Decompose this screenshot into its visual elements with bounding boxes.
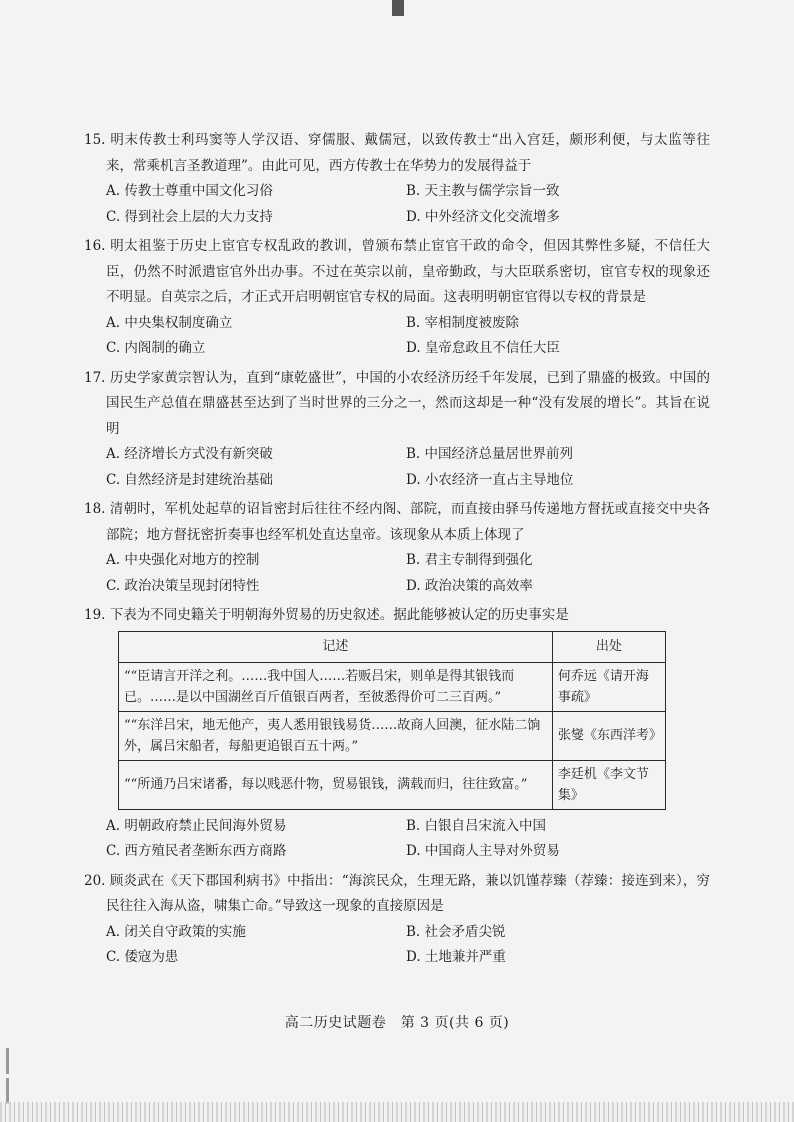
option-b: B. 君主专制得到强化 <box>406 552 533 568</box>
table-cell-record: ““所通乃吕宋诸番，每以贱恶什物，贸易银钱，满载而归，往往致富。” <box>119 760 553 809</box>
option-c: C. 自然经济是封建统治基础 <box>106 471 273 488</box>
option-a: A. 闭关自守政策的实施 <box>106 923 246 940</box>
scan-artifact <box>0 1102 794 1122</box>
question-17 <box>84 366 710 494</box>
question-stem: 20. 顾炎武在《天下郡国利病书》中指出：“海滨民众，生理无路，兼以饥馑荐臻（荐臻：接连到来），穷民往往入海从盗，啸集亡命。”导致这一现象的直接原因是 <box>84 872 710 914</box>
option-d: D. 土地兼并严重 <box>406 949 506 965</box>
option-b: B. 白银自吕宋流入中国 <box>406 817 547 834</box>
option-a: A. 经济增长方式没有新突破 <box>106 446 273 462</box>
options <box>84 311 710 362</box>
option-a: A. 中央集权制度确立 <box>106 314 233 331</box>
option-d: D. 小农经济一直占主导地位 <box>406 471 574 488</box>
options <box>84 548 710 599</box>
option-c: C. 倭寇为患 <box>106 949 179 965</box>
option-c: C. 得到社会上层的大力支持 <box>106 208 273 225</box>
scan-artifact <box>6 1078 9 1104</box>
table-header-source: 出处 <box>552 631 665 662</box>
option-c: C. 政治决策呈现封闭特性 <box>106 577 260 594</box>
table-cell-source: 张燮《东西洋考》 <box>552 711 665 760</box>
option-d: D. 政治决策的高效率 <box>406 577 533 594</box>
question-18 <box>84 497 710 599</box>
table-row <box>119 711 666 760</box>
options <box>84 920 710 971</box>
option-d: D. 中国商人主导对外贸易 <box>406 843 560 859</box>
table-row <box>119 662 666 711</box>
question-stem: 16. 明太祖鉴于历史上宦官专权乱政的教训，曾颁布禁止宦官干政的命令，但因其弊性多疑，不信任大臣，仍然不时派遣宦官外出办事。不过在英宗以前，皇帝勤政，与大臣联系密切，宦官专权的现象还不明显。自英宗之后，才正式开启明朝宦官专权的局面。这表明明朝宦官得以专权的背景是 <box>84 238 710 305</box>
option-b: B. 天主教与儒学宗旨一致 <box>406 183 560 199</box>
page-footer: 高二历史试题卷 第 3 页(共 6 页) <box>284 1015 510 1031</box>
question-15 <box>84 128 710 230</box>
option-a: A. 传教士尊重中国文化习俗 <box>106 183 273 199</box>
question-20 <box>84 869 710 971</box>
question-stem: 18. 清朝时，军机处起草的诏旨密封后往往不经内阁、部院，而直接由驿马传递地方督抚或直接交中央各部院；地方督抚密折奏事也经军机处直达皇帝。该现象从本质上体现了 <box>84 501 710 543</box>
table-header-row <box>119 631 666 662</box>
option-a: A. 中央强化对地方的控制 <box>106 552 260 568</box>
question-16 <box>84 234 710 362</box>
question-19 <box>84 603 710 865</box>
option-d: D. 皇帝怠政且不信任大臣 <box>406 340 560 356</box>
table-cell-source: 李廷机《李文节集》 <box>552 760 665 809</box>
question-stem: 19. 下表为不同史籍关于明朝海外贸易的历史叙述。据此能够被认定的历史事实是 <box>84 607 569 623</box>
table-cell-record: ““东洋吕宋，地无他产，夷人悉用银钱易货……故商人回澳，征水陆二饷外，属吕宋船者，每船更追银百五十两。” <box>119 711 553 760</box>
option-b: B. 宰相制度被废除 <box>406 314 520 331</box>
option-d: D. 中外经济文化交流增多 <box>406 208 560 225</box>
option-a: A. 明朝政府禁止民间海外贸易 <box>106 817 287 834</box>
question-stem: 17. 历史学家黄宗智认为，直到“康乾盛世”，中国的小农经济历经千年发展，已到了鼎盛的极致。中国的国民生产总值在鼎盛甚至达到了当时世界的三分之一，然而这却是一种“没有发展的增长”。其旨在说明 <box>84 369 710 437</box>
table-header-record: 记述 <box>119 631 553 662</box>
scan-artifact <box>392 0 404 16</box>
question-list <box>84 128 710 975</box>
option-c: C. 内阁制的确立 <box>106 340 206 356</box>
options <box>84 442 710 493</box>
question-stem: 15. 明末传教士利玛窦等人学汉语、穿儒服、戴儒冠，以致传教士“出入宫廷，颇形利便，与太监等往来，常乘机言圣教道理”。由此可见，西方传教士在华势力的发展得益于 <box>84 132 710 174</box>
table-row <box>119 760 666 809</box>
options <box>84 814 710 865</box>
options <box>84 179 710 230</box>
source-table <box>118 631 666 810</box>
table-cell-source: 何乔远《请开海事疏》 <box>552 662 665 711</box>
scan-artifact <box>6 1048 9 1074</box>
option-b: B. 中国经济总量居世界前列 <box>406 446 574 462</box>
option-b: B. 社会矛盾尖锐 <box>406 923 506 940</box>
table-cell-record: ““臣请言开洋之利。……我中国人……若贩吕宋，则单是得其银钱而已。……是以中国湖丝百斤值银百两者，至彼悉得价可二三百两。” <box>119 662 553 711</box>
option-c: C. 西方殖民者垄断东西方商路 <box>106 843 287 859</box>
